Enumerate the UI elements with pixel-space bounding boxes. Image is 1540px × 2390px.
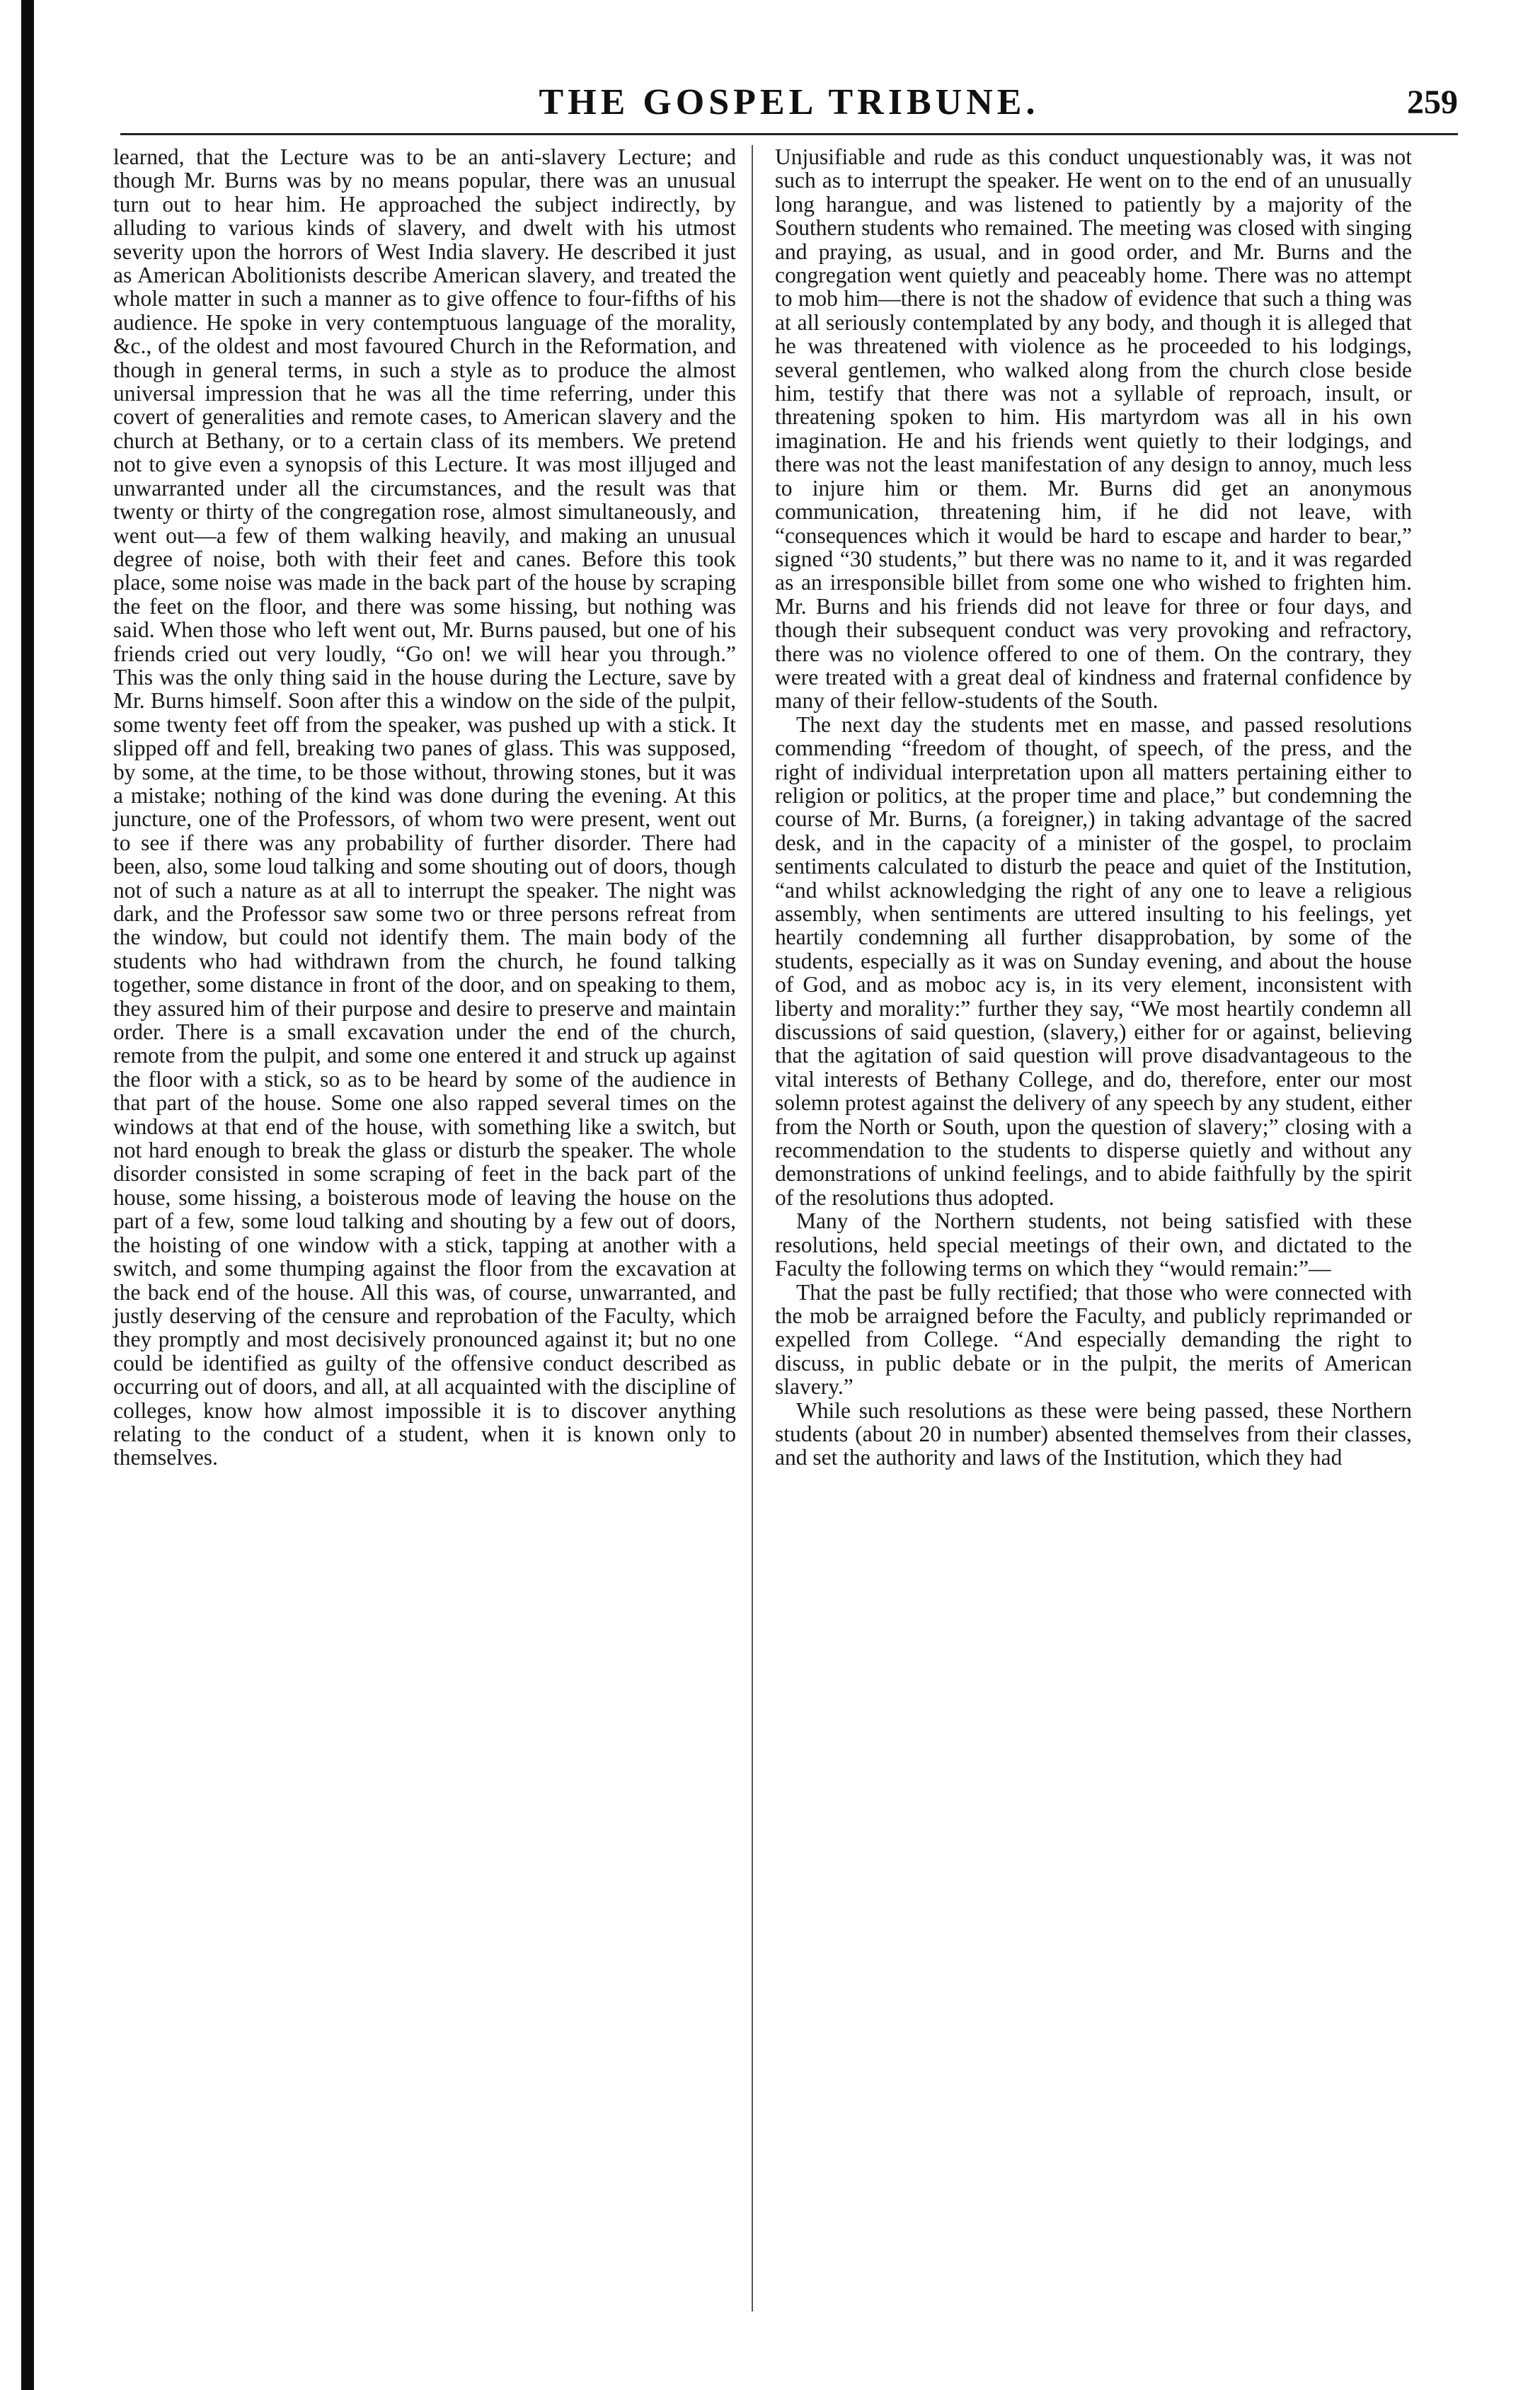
right-column <box>775 145 1412 1470</box>
paragraph: Unjusifiable and rude as this conduct unquestionably was, it was not such as to interrupt the speaker. He went on to the end of an unusually long harangue, and was listened to patiently by a majority of the Southern students who remained. The meeting was closed with singing and praying, as usual, and in good order, and Mr. Burns and the congregation went quietly and peaceably home. There was no attempt to mob him—there is not the shadow of evidence that such a thing was at all seriously contemplated by any body, and though it is alleged that he was threatened with violence as he proceeded to his lodgings, several gentlemen, who walked along from the church close beside him, testify that there was not a syllable of reproach, insult, or threatening spoken to him. His martyrdom was all in his own imagination. He and his friends went quietly to their lodgings, and there was not the least manifestation of any design to annoy, much less to injure him or them. Mr. Burns did get an anonymous communication, threatening him, if he did not leave, with “consequences which it would be hard to escape and harder to bear,” signed “30 students,” but there was no name to it, and it was regarded as an irresponsible billet from some one who wished to frighten him. Mr. Burns and his friends did not leave for three or four days, and though their subsequent conduct was very provoking and refractory, there was no violence offered to one of them. On the contrary, they were treated with a great deal of kindness and fraternal confidence by many of their fellow-students of the South. <box>775 144 1412 714</box>
left-column <box>113 145 736 1470</box>
paragraph: While such resolutions as these were being passed, these Northern students (about 20 in number) absented themselves from their classes, and set the authority and laws of the Institution, which they had <box>775 1397 1412 1470</box>
page-header <box>120 81 1458 131</box>
paragraph: That the past be fully rectified; that those who were connected with the mob be arraigned before the Faculty, and publicly reprimanded or expelled from College. “And especially demanding the right to discuss, in public debate or in the pulpit, the merits of American slavery.” <box>775 1279 1412 1400</box>
paragraph: learned, that the Lecture was to be an anti-slavery Lecture; and though Mr. Burns was by no means popular, there was an unusual turn out to hear him. He approached the subject indirectly, by alluding to various kinds of slavery, and dwelt with his utmost severity upon the horrors of West India slavery. He described it just as American Abolitionists describe American slavery, and treated the whole matter in such a manner as to give offence to four-fifths of his audience. He spoke in very contemptuous language of the morality, &c., of the oldest and most favoured Church in the Reformation, and though in general terms, in such a style as to produce the almost universal impression that he was all the time referring, under this covert of generalities and remote cases, to American slavery and the church at Bethany, or to a certain class of its members. We pretend not to give even a synopsis of this Lecture. It was most illjuged and unwarranted under all the circumstances, and the result was that twenty or thirty of the congregation rose, almost simultaneously, and went out—a few of them walking heavily, and making an unusual degree of noise, both with their feet and canes. Before this took place, some noise was made in the back part of the house by scraping the feet on the floor, and there was some hissing, but nothing was said. When those who left went out, Mr. Burns paused, but one of his friends cried out very loudly, “Go on! we will hear you through.” This was the only thing said in the house during the Lecture, save by Mr. Burns himself. Soon after this a window on the side of the pulpit, some twenty feet off from the speaker, was pushed up with a stick. It slipped off and fell, breaking two panes of glass. This was supposed, by some, at the time, to be those without, throwing stones, but it was a mistake; nothing of the kind was done during the evening. At this juncture, one of the Professors, of whom two were present, went out to see if there was any probability of further disorder. There had been, also, some loud talking and some shouting out of doors, though not of such a nature as at all to interrupt the speaker. The night was dark, and the Professor saw some two or three persons refreat from the window, but could not identify them. The main body of the students who had withdrawn from the church, he found talking together, some distance in front of the door, and on speaking to them, they assured him of their purpose and desire to preserve and maintain order. There is a small excavation under the end of the church, remote from the pulpit, and some one entered it and struck up against the floor with a stick, so as to be heard by some of the audience in that part of the house. Some one also rapped several times on the windows at that end of the house, with something like a switch, but not hard enough to break the glass or disturb the speaker. The whole disorder consisted in some scraping of feet in the back part of the house, some hissing, a boisterous mode of leaving the house on the part of a few, some loud talking and shouting by a few out of doors, the hoisting of one window with a stick, tapping at another with a switch, and some thumping against the floor from the excavation at the back end of the house. All this was, of course, unwarranted, and justly deserving of the censure and reprobation of the Faculty, which they promptly and most decisively pronounced against it; but no one could be identified as guilty of the offensive conduct described as occurring out of doors, and all, at all acquainted with the discipline of colleges, know how almost impossible it is to discover anything relating to the conduct of a student, when it is known only to themselves. <box>113 144 736 1470</box>
paragraph: The next day the students met en masse, and passed resolutions commending “freedom of thought, of speech, of the press, and the right of individual interpretation upon all matters pertaining either to religion or politics, at the proper time and place,” but condemning the course of Mr. Burns, (a foreigner,) in taking advantage of the sacred desk, and in the capacity of a minister of the gospel, to proclaim sentiments calculated to disturb the peace and quiet of the Institution, “and whilst acknowledging the right of any one to leave a religious assembly, when sentiments are uttered insulting to his feelings, yet heartily condemning all further disapprobation, by some of the students, especially as it was on Sunday evening, and about the house of God, and as moboc acy is, in its very element, inconsistent with liberty and morality:” further they say, “We most heartily condemn all discussions of said question, (slavery,) either for or against, believing that the agitation of said question will prove disadvantageous to the vital interests of Bethany College, and do, therefore, enter our most solemn protest against the delivery of any speech by any student, either from the North or South, upon the question of slavery;” closing with a recommendation to the students to disperse quietly and without any demonstrations of unkind feelings, and to abide faithfully by the spirit of the resolutions thus adopted. <box>775 711 1412 1210</box>
column-divider <box>752 145 753 2311</box>
paragraph: Many of the Northern students, not being satisfied with these resolutions, held special meetings of their own, and dictated to the Faculty the following terms on which they “would remain:”— <box>775 1208 1412 1281</box>
page-number: 259 <box>1407 84 1458 121</box>
page-edge-bar <box>21 0 34 2390</box>
running-title: THE GOSPEL TRIBUNE. <box>539 82 1040 122</box>
header-rule <box>120 133 1458 135</box>
